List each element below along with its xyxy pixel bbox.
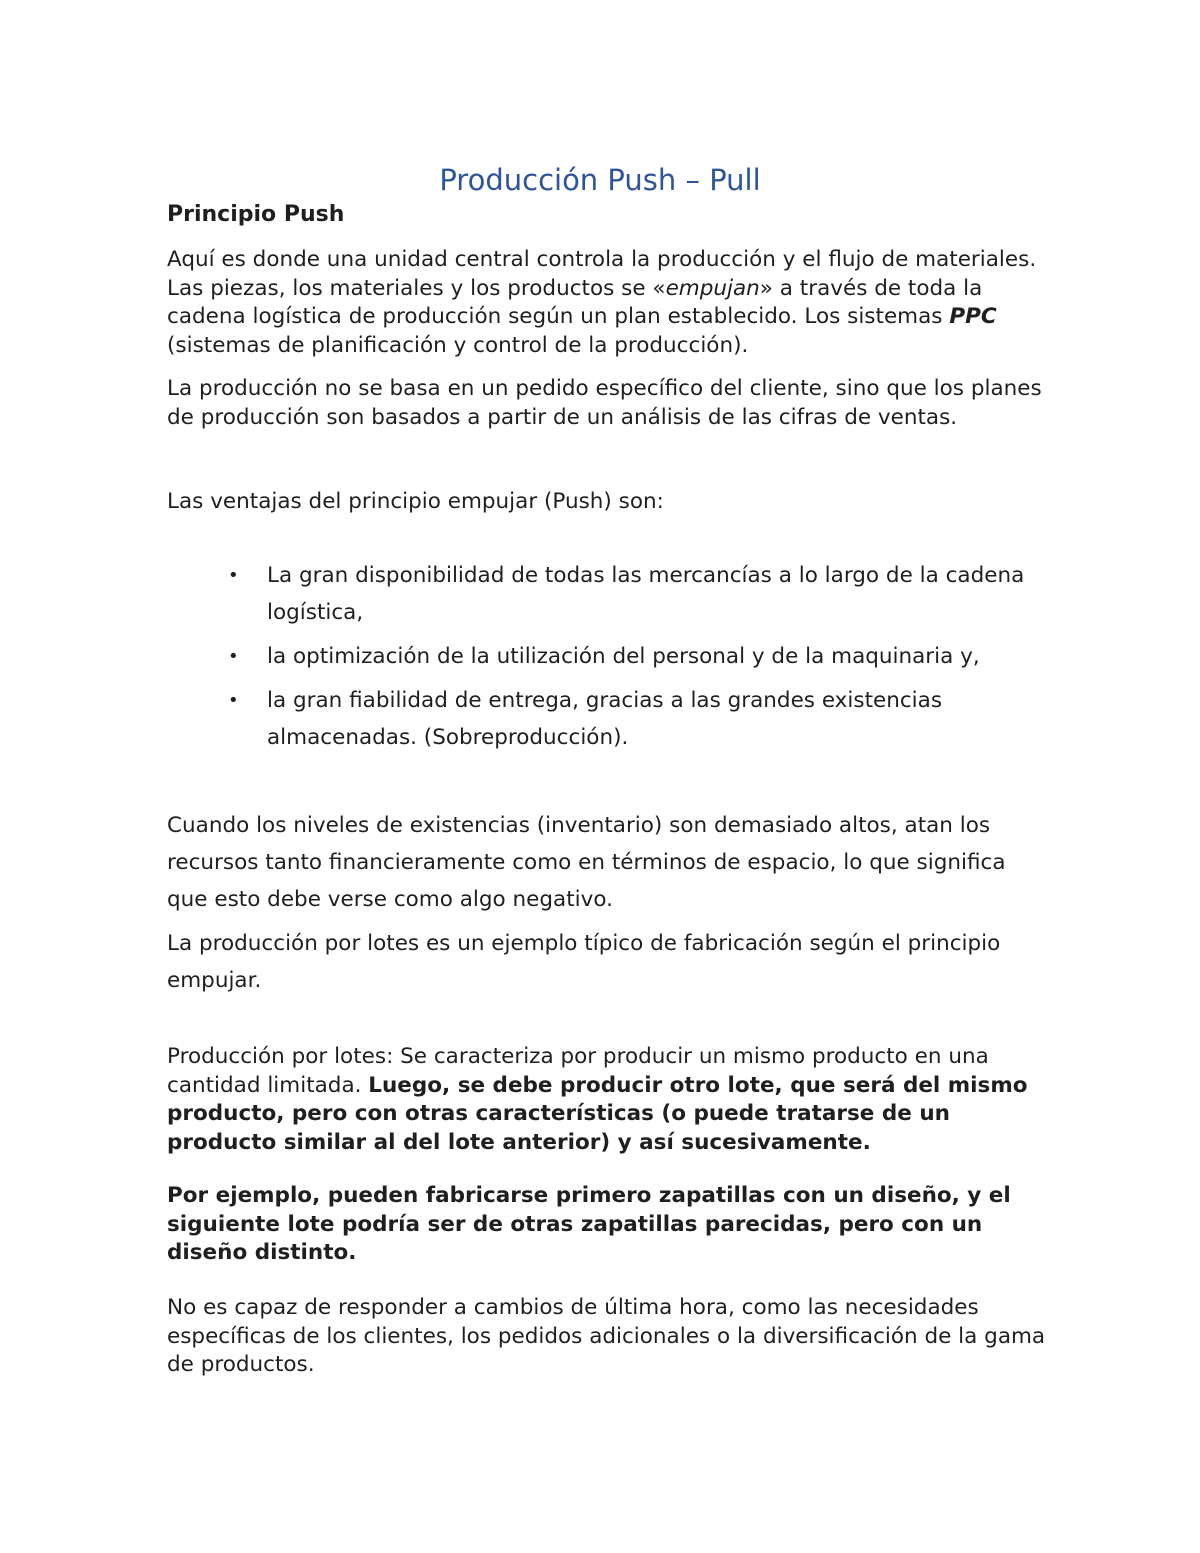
paragraph-push-definition xyxy=(167,246,1047,360)
list-item xyxy=(228,638,1048,675)
paragraph-text: » a través de toda la cadena logística de producción según un plan establecido. Los sistemas xyxy=(167,275,983,329)
paragraph-limitations: No es capaz de responder a cambios de última hora, como las necesidades específicas de los clientes, los pedidos adicionales o la diversificación de la gama de productos. xyxy=(167,1295,1046,1377)
advantages-list xyxy=(228,557,1048,763)
paragraph-batch-example: La producción por lotes es un ejemplo típico de fabricación según el principio empujar. xyxy=(167,931,1001,993)
bullet-icon: • xyxy=(228,690,239,711)
paragraph-text: (sistemas de planificación y control de la producción). xyxy=(167,332,749,358)
paragraph-advantages-intro: Las ventajas del principio empujar (Push) son: xyxy=(167,489,664,514)
paragraph-production-basis: La producción no se basa en un pedido específico del cliente, sino que los planes de producción son basados a partir de un análisis de las cifras de ventas. xyxy=(167,376,1042,430)
paragraph-batch-production xyxy=(167,1043,1047,1157)
ppc-acronym: PPC xyxy=(949,304,997,329)
paragraph-inventory: Cuando los niveles de existencias (inventario) son demasiado altos, atan los recursos tanto financieramente como en términos de espacio, lo que significa que esto debe verse como algo negativo. xyxy=(167,813,1006,912)
paragraph-text: Producción por lotes: Se caracteriza por producir un mismo producto en una cantidad limitada. xyxy=(167,1044,989,1098)
bullet-icon: • xyxy=(228,565,239,586)
bullet-icon: • xyxy=(228,646,239,667)
list-item-text: La gran disponibilidad de todas las mercancías a lo largo de la cadena logística, xyxy=(267,563,1025,625)
section-heading: Principio Push xyxy=(167,202,345,227)
paragraph-text: Aquí es donde una unidad central controla la producción y el flujo de materiales. Las piezas, los materiales y los productos se « xyxy=(167,247,1037,301)
list-item-text: la gran fiabilidad de entrega, gracias a las grandes existencias almacenadas. (Sobreproducción). xyxy=(267,688,943,750)
paragraph-bold-text: Luego, se debe producir otro lote, que será del mismo producto, pero con otras características (o puede tratarse de un producto similar al del lote anterior) y así sucesivamente. xyxy=(167,1072,1028,1155)
document-title: Producción Push – Pull xyxy=(439,163,761,197)
emphasis-text: empujan xyxy=(665,275,760,301)
list-item xyxy=(228,682,1048,756)
paragraph-shoes-example: Por ejemplo, pueden fabricarse primero zapatillas con un diseño, y el siguiente lote podría ser de otras zapatillas parecidas, pero con un diseño distinto. xyxy=(167,1183,1011,1265)
list-item xyxy=(228,557,1048,631)
list-item-text: la optimización de la utilización del personal y de la maquinaria y, xyxy=(267,644,980,669)
